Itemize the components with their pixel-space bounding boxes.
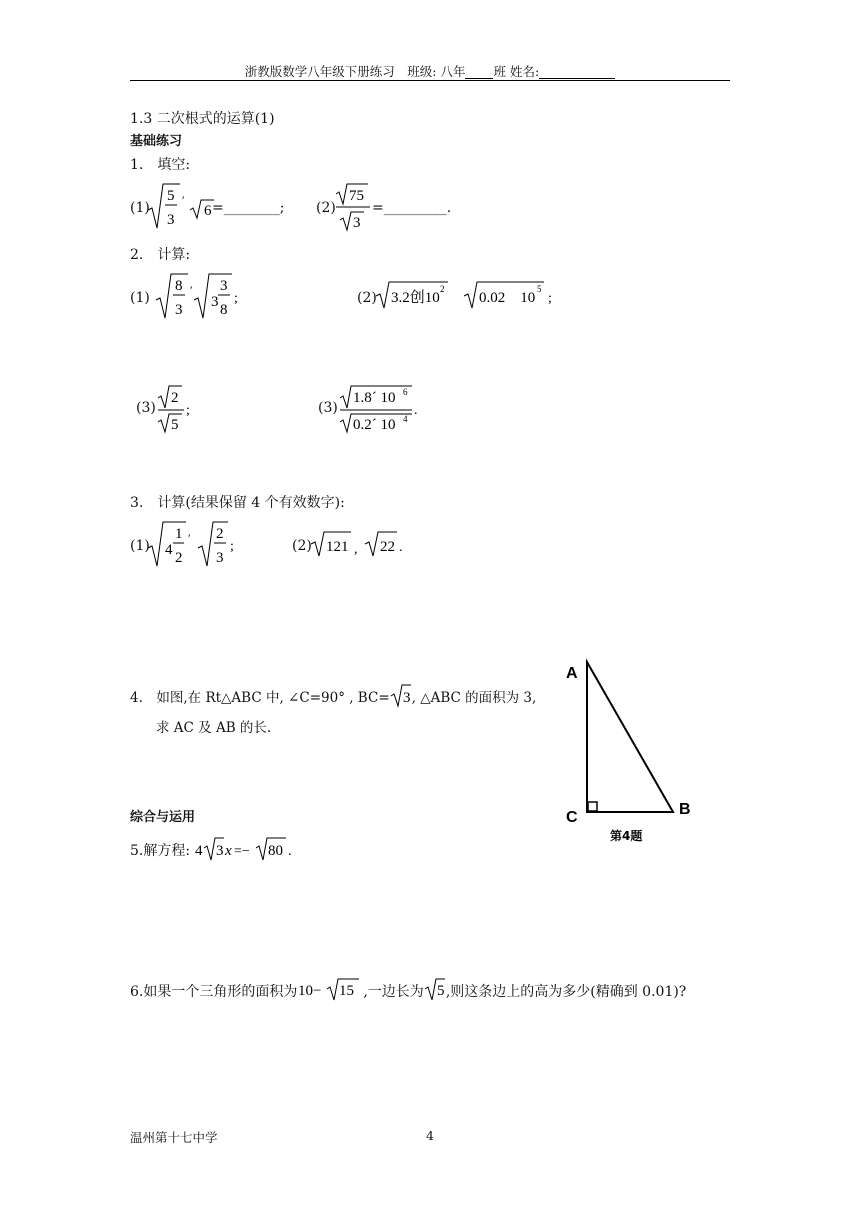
header-class-suffix: 班 (493, 64, 506, 79)
q6-area-expr (297, 976, 363, 1002)
svg-text:5: 5 (537, 284, 542, 294)
q2-expr2 (374, 278, 564, 314)
svg-text:′: ′ (182, 193, 185, 207)
q3-expr2 (309, 528, 409, 560)
basic-practice-heading: 基础练习 (130, 134, 183, 149)
section-title: 1.3 二次根式的运算(1) (130, 111, 275, 127)
svg-text:3: 3 (216, 843, 224, 859)
vertex-a-label: A (566, 665, 578, 682)
svg-text:4: 4 (165, 542, 173, 558)
svg-text:3: 3 (216, 550, 224, 566)
svg-text:′: ′ (190, 283, 193, 297)
svg-text:2: 2 (175, 550, 183, 566)
svg-text:=−: =− (234, 844, 250, 859)
q1-part2-blank: =_________. (372, 200, 452, 216)
svg-text:4: 4 (195, 843, 203, 859)
svg-text:′: ′ (188, 531, 191, 545)
q5-line (130, 840, 190, 860)
vertex-b-label: B (679, 801, 691, 818)
svg-text:8: 8 (175, 278, 183, 294)
class-blank (465, 64, 493, 79)
svg-text:,: , (354, 542, 358, 557)
svg-text:75: 75 (349, 188, 364, 204)
q6-part1: 6.如果一个三角形的面积为 (130, 984, 298, 1000)
svg-text:4: 4 (403, 414, 408, 424)
q3-part2-label: (2) (292, 538, 312, 554)
q4-line2: 求 AC 及 AB 的长. (156, 720, 272, 736)
svg-text:0.2´ 10: 0.2´ 10 (353, 417, 396, 433)
svg-text:;: ; (548, 291, 552, 306)
svg-text:80: 80 (268, 843, 283, 859)
q2-part2-label: (2) (357, 290, 377, 306)
svg-text:10−: 10− (298, 983, 322, 999)
q4-sqrt3 (390, 682, 412, 708)
svg-text:6: 6 (403, 387, 408, 397)
svg-text:3: 3 (353, 215, 361, 231)
svg-text:1: 1 (175, 526, 183, 542)
svg-text:1.8´ 10: 1.8´ 10 (353, 390, 396, 406)
svg-text:2: 2 (216, 526, 224, 542)
q2-label: 2. 计算: (130, 247, 191, 263)
svg-text:5: 5 (167, 188, 175, 204)
name-blank (539, 64, 615, 79)
q4-line1 (130, 682, 536, 708)
q5-prefix: 5.解方程: (130, 843, 191, 859)
svg-text:.: . (399, 540, 403, 555)
q2-part4-label: (3) (318, 400, 338, 416)
applied-heading: 综合与运用 (130, 810, 196, 825)
svg-text:;: ; (186, 403, 190, 418)
q2-part1-label: (1) (130, 290, 150, 306)
svg-text:;: ; (234, 291, 238, 306)
svg-text:;: ; (230, 539, 234, 554)
svg-text:0.02 10: 0.02 10 (479, 290, 536, 306)
svg-text:121: 121 (326, 539, 349, 555)
svg-text:3: 3 (220, 278, 228, 294)
q2-expr3 (154, 382, 198, 436)
svg-text:22: 22 (380, 539, 395, 555)
svg-text:2: 2 (171, 390, 179, 406)
svg-text:6: 6 (204, 203, 212, 219)
q1-label: 1. 填空: (130, 157, 191, 173)
svg-text:2: 2 (440, 284, 445, 294)
q3-part1-label: (1) (130, 538, 150, 554)
svg-text:5: 5 (171, 417, 179, 433)
q1-part1-blank: =________; (212, 200, 285, 216)
q5-equation (194, 834, 304, 864)
svg-text:15: 15 (339, 983, 355, 999)
vertex-c-label: C (566, 809, 578, 826)
svg-text:3.2创10: 3.2创10 (391, 290, 440, 306)
svg-text:3: 3 (402, 690, 411, 706)
header-name-label: 姓名: (509, 64, 540, 79)
svg-text:x: x (225, 843, 232, 859)
page-header (130, 62, 730, 80)
header-text: 浙教版数学八年级下册练习 班级: 八年 (244, 64, 466, 79)
page-number: 4 (426, 1128, 434, 1143)
q4-line1-b: , △ABC 的面积为 3, (411, 690, 537, 706)
svg-text:5: 5 (436, 983, 445, 999)
q4-line1-a: 4. 如图,在 Rt△ABC 中, ∠C=90° , BC= (130, 690, 390, 706)
q3-expr1 (146, 518, 238, 572)
q1-part2-label: (2) (316, 200, 336, 216)
q1-expr1 (146, 180, 216, 234)
q6-side-expr (424, 976, 446, 1002)
q6-line (130, 976, 686, 1002)
q2-expr1 (154, 270, 244, 324)
svg-text:3: 3 (167, 212, 175, 228)
svg-text:.: . (288, 844, 292, 859)
figure-caption: 第4题 (610, 829, 643, 843)
svg-text:3: 3 (175, 302, 183, 318)
triangle-figure (560, 652, 700, 852)
q3-label: 3. 计算(结果保留 4 个有效数字): (130, 495, 345, 511)
svg-text:8: 8 (220, 302, 228, 318)
svg-text:.: . (414, 403, 418, 418)
svg-text:3: 3 (211, 294, 219, 310)
q6-part3: ,则这条边上的高为多少(精确到 0.01)? (445, 984, 687, 1000)
q6-part2: ,一边长为 (363, 984, 424, 1000)
header-divider (130, 80, 730, 81)
q1-part1-label: (1) (130, 200, 150, 216)
q2-expr4 (336, 382, 426, 436)
footer-school: 温州第十七中学 (130, 1130, 218, 1145)
q2-part3-label: (3) (136, 400, 156, 416)
q1-expr2 (334, 180, 374, 234)
